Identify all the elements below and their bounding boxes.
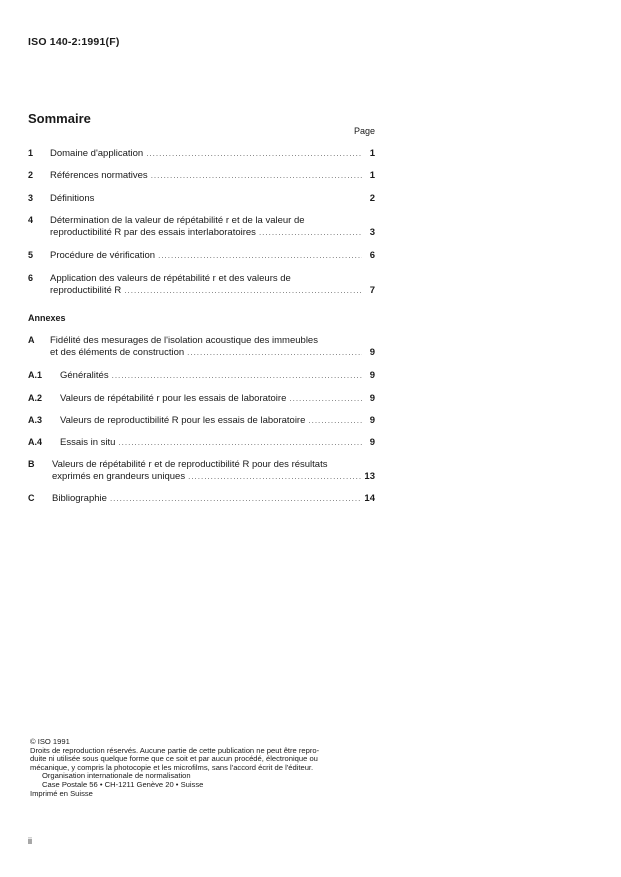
leader-dots (151, 170, 362, 182)
annex-heading: Annexes (28, 313, 66, 323)
entry-title: Essais in situ (60, 437, 116, 448)
entry-title: Références normatives (50, 170, 148, 181)
toc-entry-4[interactable] (28, 215, 375, 239)
entry-number: 3 (28, 193, 34, 203)
leader-dots (110, 493, 361, 505)
page-column-label: Page (354, 126, 376, 136)
entry-number: A.1 (28, 370, 43, 380)
entry-page: 9 (369, 415, 375, 426)
copyright-line: © ISO 1991 (30, 737, 70, 746)
annex-entry-a[interactable] (28, 335, 375, 359)
entry-page: 7 (369, 284, 375, 296)
entry-title-line: Détermination de la valeur de répétabilité r et de la valeur de (50, 215, 305, 226)
leader-dots (146, 148, 362, 160)
leader-dots (187, 347, 362, 359)
leader-dots (118, 437, 362, 449)
leader-dots (188, 471, 361, 483)
entry-title: Valeurs de répétabilité r pour les essais de laboratoire (60, 393, 287, 404)
entry-title: Généralités (60, 370, 109, 381)
annex-entry-a1[interactable] (28, 370, 375, 382)
entry-page: 9 (369, 370, 375, 381)
entry-number: A.2 (28, 393, 43, 403)
entry-title-line: Application des valeurs de répétabilité r et des valeurs de (50, 273, 291, 284)
entry-title: reproductibilité R (50, 284, 122, 296)
organisation-name: Organisation internationale de normalisation (42, 771, 191, 781)
rights-line: mécanique, y compris la photocopie et les microfilms, sans l'accord écrit de l'éditeur. (30, 762, 314, 772)
entry-page: 2 (369, 193, 375, 204)
toc-entry-1[interactable] (28, 148, 375, 160)
leader-dots (289, 393, 362, 405)
leader-dots (308, 415, 362, 427)
entry-number: A.3 (28, 415, 43, 425)
entry-title: Valeurs de reproductibilité R pour les essais de laboratoire (60, 415, 306, 426)
entry-number: A (28, 335, 35, 345)
leader-dots (259, 227, 362, 239)
printed-in: Imprimé en Suisse (30, 788, 93, 798)
postal-address: Case Postale 56 • CH-1211 Genève 20 • Suisse (42, 779, 204, 789)
annex-entry-a3[interactable] (28, 415, 375, 427)
entry-page: 6 (369, 250, 375, 261)
entry-page: 9 (369, 437, 375, 448)
entry-number: C (28, 493, 35, 503)
leader-dots (112, 370, 362, 382)
entry-page: 14 (364, 493, 375, 504)
entry-number: 1 (28, 148, 34, 158)
toc-entry-3[interactable] (28, 193, 375, 205)
rights-line: Droits de reproduction réservés. Aucune partie de cette publication ne peut être repro- (30, 745, 320, 755)
document-identifier: ISO 140-2:1991(F) (28, 36, 120, 48)
entry-title: Bibliographie (52, 493, 107, 504)
annex-entry-c[interactable] (28, 493, 375, 505)
entry-page: 13 (364, 470, 375, 482)
entry-title-line: Fidélité des mesurages de l'isolation acoustique des immeubles (50, 335, 318, 346)
entry-page: 9 (369, 393, 375, 404)
entry-number: A.4 (28, 437, 43, 447)
entry-title: Domaine d'application (50, 148, 144, 159)
entry-number: 4 (28, 215, 34, 225)
rights-line: duite ni utilisée sous quelque forme que ce soit et par aucun procédé, électronique ou (30, 754, 318, 764)
entry-page: 3 (369, 226, 375, 238)
entry-number: 5 (28, 250, 34, 260)
annex-entry-b[interactable] (28, 459, 375, 483)
entry-page: 1 (369, 170, 375, 181)
entry-title: et des éléments de construction (50, 346, 185, 358)
entry-number: B (28, 459, 35, 469)
annex-entry-a4[interactable] (28, 437, 375, 449)
entry-title: exprimés en grandeurs uniques (52, 470, 186, 482)
entry-page: 1 (369, 148, 375, 159)
leader-dots (124, 285, 362, 297)
entry-page: 9 (369, 346, 375, 358)
annex-entry-a2[interactable] (28, 393, 375, 405)
page-number: ii (28, 836, 32, 846)
toc-title: Sommaire (28, 111, 91, 126)
entry-number: 2 (28, 170, 34, 180)
entry-number: 6 (28, 273, 34, 283)
entry-title-line: Valeurs de répétabilité r et de reproductibilité R pour des résultats (52, 459, 328, 470)
leader-dots (158, 250, 362, 262)
toc-entry-6[interactable] (28, 273, 375, 297)
toc-entry-5[interactable] (28, 250, 375, 262)
entry-title: reproductibilité R par des essais interlaboratoires (50, 226, 256, 238)
entry-title: Définitions (50, 193, 95, 204)
copyright-footer (30, 738, 378, 798)
entry-title: Procédure de vérification (50, 250, 156, 261)
toc-entry-2[interactable] (28, 170, 375, 182)
